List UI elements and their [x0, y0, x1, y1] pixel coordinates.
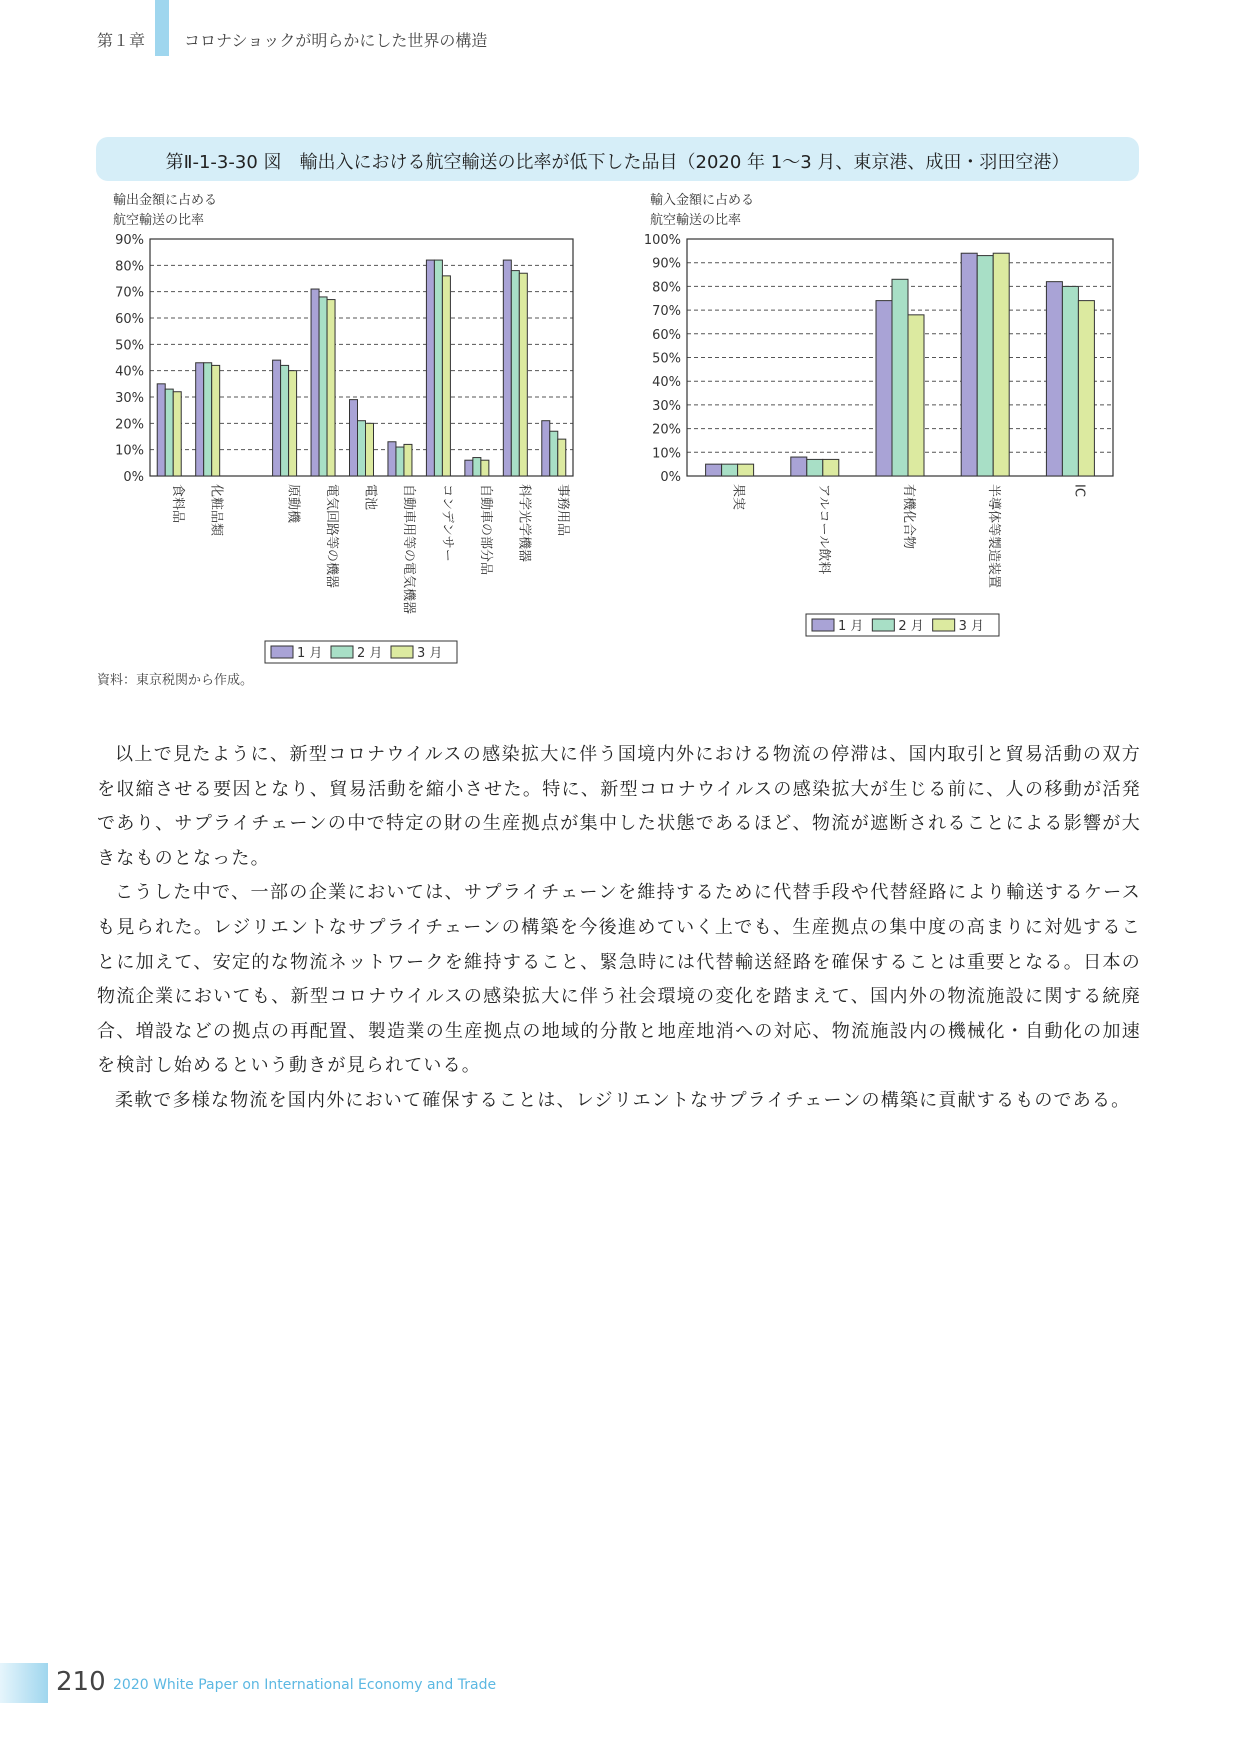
bar	[993, 253, 1009, 476]
x-tick-label: コンデンサー	[439, 484, 455, 562]
paragraph-1: 以上で見たように、新型コロナウイルスの感染拡大に伴う国境内外における物流の停滞は、国内取引と貿易活動の双方を収縮させる要因となり、貿易活動を縮小させた。特に、新型コロナウイルスの感染拡大が生じる前に、人の移動が活発であり、サプライチェーンの中で特定の財の生産拠点が集中した状態であるほど、物流が遮断されることによる影響が大きなものとなった。	[97, 744, 1141, 869]
footer-title: 2020 White Paper on International Economy and Trade	[113, 1677, 497, 1693]
bar	[511, 271, 519, 476]
bar	[396, 447, 404, 476]
bar	[311, 289, 319, 476]
bar	[281, 365, 289, 476]
y-tick-label: 40%	[652, 375, 681, 391]
bar	[738, 464, 754, 476]
legend-swatch	[391, 646, 413, 658]
bar	[212, 365, 220, 476]
bar	[706, 464, 722, 476]
legend-label: 3 月	[958, 619, 985, 634]
y-tick-label: 10%	[115, 443, 144, 459]
y-tick-label: 70%	[115, 285, 144, 301]
bar	[908, 315, 924, 476]
bar	[550, 431, 558, 476]
y-tick-label: 40%	[115, 364, 144, 380]
y-tick-label: 50%	[652, 351, 681, 367]
legend-label: 1 月	[838, 619, 864, 634]
bar	[876, 301, 892, 476]
bar	[481, 460, 489, 476]
bar	[165, 389, 173, 476]
bar	[366, 423, 374, 476]
bar	[204, 363, 212, 476]
y-tick-label: 100%	[643, 233, 681, 248]
bar	[807, 459, 823, 476]
y-tick-label: 60%	[652, 327, 681, 343]
bar	[426, 260, 434, 476]
bar	[173, 392, 181, 476]
bar	[327, 300, 335, 476]
x-tick-label: 事務用品	[554, 484, 570, 537]
x-tick-label: 電池	[362, 484, 378, 511]
bar	[358, 421, 366, 476]
bar	[892, 279, 908, 476]
bar	[961, 253, 977, 476]
y-tick-label: 70%	[652, 304, 681, 320]
y-tick-label: 30%	[652, 398, 681, 414]
y-tick-label: 20%	[652, 422, 681, 438]
bar	[157, 384, 165, 476]
bar	[273, 360, 281, 476]
legend-label: 1 月	[297, 646, 323, 661]
y-tick-label: 10%	[652, 446, 681, 462]
x-tick-label: 原動機	[285, 484, 301, 524]
x-tick-label: 食料品	[170, 484, 186, 524]
y-tick-label: 30%	[115, 391, 144, 406]
x-tick-label: 半導体等製造装置	[986, 484, 1002, 589]
body-text	[97, 738, 1141, 1119]
figure-source: 資料：東京税関から作成。	[97, 673, 254, 688]
legend-swatch	[812, 619, 834, 631]
import-chart	[600, 0, 1241, 690]
y-axis-label: 航空輸送の比率	[113, 213, 205, 228]
y-axis-label: 航空輸送の比率	[650, 213, 742, 228]
y-tick-label: 0%	[660, 470, 681, 485]
y-tick-label: 90%	[115, 233, 144, 248]
chapter-label: 第１章	[97, 31, 146, 50]
y-tick-label: 50%	[115, 338, 144, 354]
y-tick-label: 0%	[123, 470, 144, 485]
bar	[542, 421, 550, 476]
x-tick-label: 自動車の部分品	[477, 484, 493, 576]
footer-accent-strip	[0, 1663, 48, 1703]
x-tick-label: アルコール飲料	[815, 484, 831, 575]
x-tick-label: 電気回路等の機器	[324, 484, 340, 589]
bar	[519, 273, 527, 476]
bar	[823, 459, 839, 476]
bar	[319, 297, 327, 476]
bar	[503, 260, 511, 476]
y-tick-label: 20%	[115, 417, 144, 433]
x-tick-label: 有機化合物	[901, 484, 916, 550]
chapter-title: コロナショックが明らかにした世界の構造	[184, 31, 488, 50]
bar	[289, 371, 297, 476]
bar	[1078, 301, 1094, 476]
bar	[1046, 282, 1062, 476]
x-tick-label: 自動車用等の電気機器	[400, 484, 416, 615]
bar	[473, 458, 481, 476]
bar	[977, 256, 993, 476]
y-axis-label: 輸入金額に占める	[650, 193, 755, 208]
bar	[442, 276, 450, 476]
bar	[434, 260, 442, 476]
y-tick-label: 80%	[115, 259, 144, 275]
x-tick-label: 科学光学機器	[516, 484, 532, 563]
y-axis-label: 輸出金額に占める	[113, 193, 218, 208]
bar	[404, 444, 412, 476]
bar	[350, 400, 358, 476]
bar	[558, 439, 566, 476]
legend-swatch	[933, 619, 955, 631]
legend-label: 3 月	[417, 646, 443, 661]
bar	[465, 460, 473, 476]
x-tick-label: IC	[1071, 484, 1087, 497]
legend-swatch	[271, 646, 293, 658]
y-tick-label: 80%	[652, 280, 681, 296]
paragraph-2: こうした中で、一部の企業においては、サプライチェーンを維持するために代替手段や代替経路により輸送するケースも見られた。レジリエントなサプライチェーンの構築を今後進めていく上でも、生産拠点の集中度の高まりに対処することに加えて、安定的な物流ネットワークを維持すること、緊急時には代替輸送経路を確保することは重要となる。日本の物流企業においても、新型コロナウイルスの感染拡大に伴う社会環境の変化を踏まえて、国内外の物流施設に関する統廃合、増設などの拠点の再配置、製造業の生産拠点の地域的分散と地産地消への対応、物流施設内の機械化・自動化の加速を検討し始めるという動きが見られている。	[97, 882, 1141, 1077]
legend-swatch	[331, 646, 353, 658]
bar	[388, 442, 396, 476]
paragraph-3: 柔軟で多様な物流を国内外において確保することは、レジリエントなサプライチェーンの構築に貢献するものである。	[115, 1089, 1131, 1111]
bar	[196, 363, 204, 476]
legend-label: 2 月	[357, 646, 383, 661]
bar	[1062, 286, 1078, 476]
x-tick-label: 果実	[730, 484, 746, 511]
y-tick-label: 60%	[115, 312, 144, 327]
figure-title: 第Ⅱ-1-3-30 図 輸出入における航空輸送の比率が低下した品目（2020 年 1～3 月、東京港、成田・羽田空港）	[165, 152, 1070, 173]
bar	[722, 464, 738, 476]
page-number: 210	[56, 1667, 106, 1697]
legend-label: 2 月	[898, 619, 924, 634]
legend-swatch	[872, 619, 894, 631]
bar	[791, 457, 807, 476]
x-tick-label: 化粧品類	[208, 484, 224, 537]
export-chart	[0, 0, 600, 690]
y-tick-label: 90%	[652, 256, 681, 272]
